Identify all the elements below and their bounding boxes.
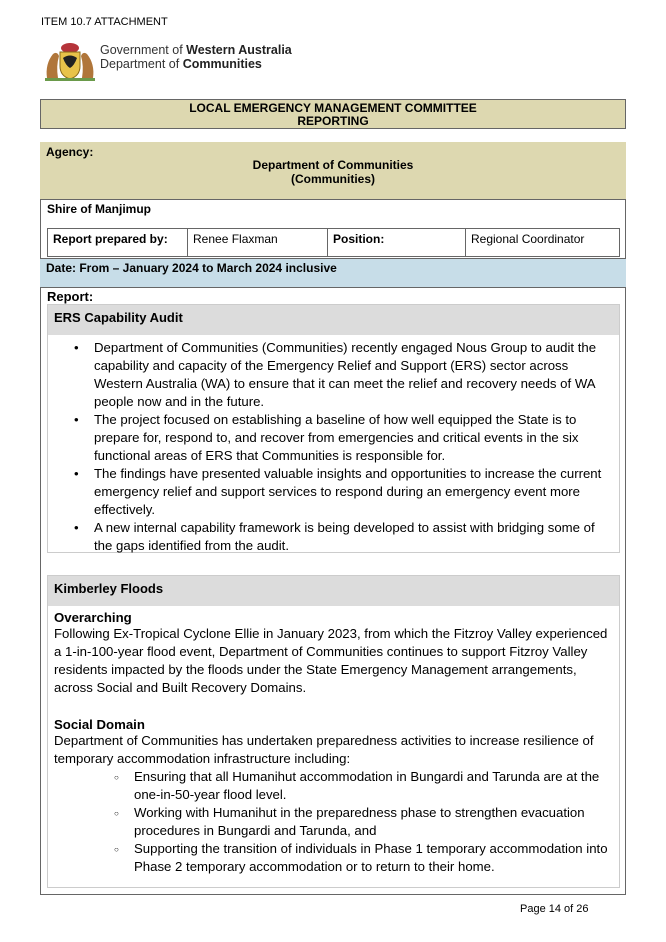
prepared-by-table	[47, 228, 620, 257]
social-domain-heading: Social Domain	[54, 717, 145, 732]
position-label: Position:	[328, 229, 466, 257]
agency-block	[40, 142, 626, 200]
shire-name: Shire of Manjimup	[47, 202, 152, 216]
kimberley-section	[47, 575, 620, 888]
gov-line1-bold: Western Australia	[186, 43, 292, 57]
prepared-by-label: Report prepared by:	[48, 229, 188, 257]
gov-line2-bold: Communities	[182, 57, 262, 71]
agency-name	[40, 158, 626, 186]
document-title	[40, 99, 626, 129]
kimberley-heading: Kimberley Floods	[48, 576, 619, 606]
social-domain-text: Department of Communities has undertaken preparedness activities to increase resilience of temporary accommodation infrastructure including:	[54, 733, 594, 766]
agency-label: Agency:	[46, 145, 94, 159]
list-item: • A new internal capability framework is being developed to assist with bridging some of the gaps identified from the audit.	[48, 519, 619, 555]
title-line1: LOCAL EMERGENCY MANAGEMENT COMMITTEE	[189, 101, 477, 115]
government-wordmark	[100, 43, 292, 71]
list-item: ○ Working with Humanihut in the preparedness phase to strengthen evacuation procedures in Bungardi and Tarunda, and	[48, 804, 619, 840]
list-item: ○ Supporting the transition of individuals in Phase 1 temporary accommodation into Phase 2 temporary accommodation or to return to their home.	[48, 840, 619, 876]
gov-line2-prefix: Department of	[100, 57, 183, 71]
list-item: ○ Ensuring that all Humanihut accommodation in Bungardi and Tarunda are at the one-in-50-year flood level.	[48, 768, 619, 804]
report-label: Report:	[47, 289, 94, 304]
overarching-text: Following Ex-Tropical Cyclone Ellie in January 2023, from which the Fitzroy Valley experienced a 1-in-100-year flood event, Department of Communities continues to support Fitzroy Valley residents impacted by the floods under the State Emergency Management arrangements, across Social and Built Recovery Domains.	[54, 626, 608, 695]
item-attachment-label: ITEM 10.7 ATTACHMENT	[41, 16, 168, 28]
prepared-by-name: Renee Flaxman	[188, 229, 328, 257]
gov-line1-prefix: Government of	[100, 43, 187, 57]
title-line2: REPORTING	[297, 114, 369, 128]
date-range: Date: From – January 2024 to March 2024 inclusive	[40, 258, 626, 288]
page-number: Page 14 of 26	[520, 903, 589, 915]
agency-name-line1: Department of Communities	[252, 158, 414, 172]
list-item: • The project focused on establishing a baseline of how well equipped the State is to prepare for, respond to, and recover from emergencies and critical events in the six functional areas of ERS that Communities is responsible for.	[48, 411, 619, 465]
ers-heading: ERS Capability Audit	[48, 305, 619, 335]
ers-bullet-list	[48, 339, 619, 555]
coat-of-arms-logo	[41, 38, 99, 82]
list-item: • Department of Communities (Communities) recently engaged Nous Group to audit the capability and capacity of the Emergency Relief and Support (ERS) sector across Western Australia (WA) to ensure that it can meet the relief and recovery needs of WA people now and in the future.	[48, 339, 619, 411]
ers-section	[47, 304, 620, 553]
overarching-heading: Overarching	[54, 610, 132, 625]
social-domain-list	[48, 768, 619, 876]
position-value: Regional Coordinator	[466, 229, 620, 257]
agency-name-line2: (Communities)	[291, 172, 375, 186]
list-item: • The findings have presented valuable insights and opportunities to increase the current emergency relief and support services to respond during an emergency event more effectively.	[48, 465, 619, 519]
